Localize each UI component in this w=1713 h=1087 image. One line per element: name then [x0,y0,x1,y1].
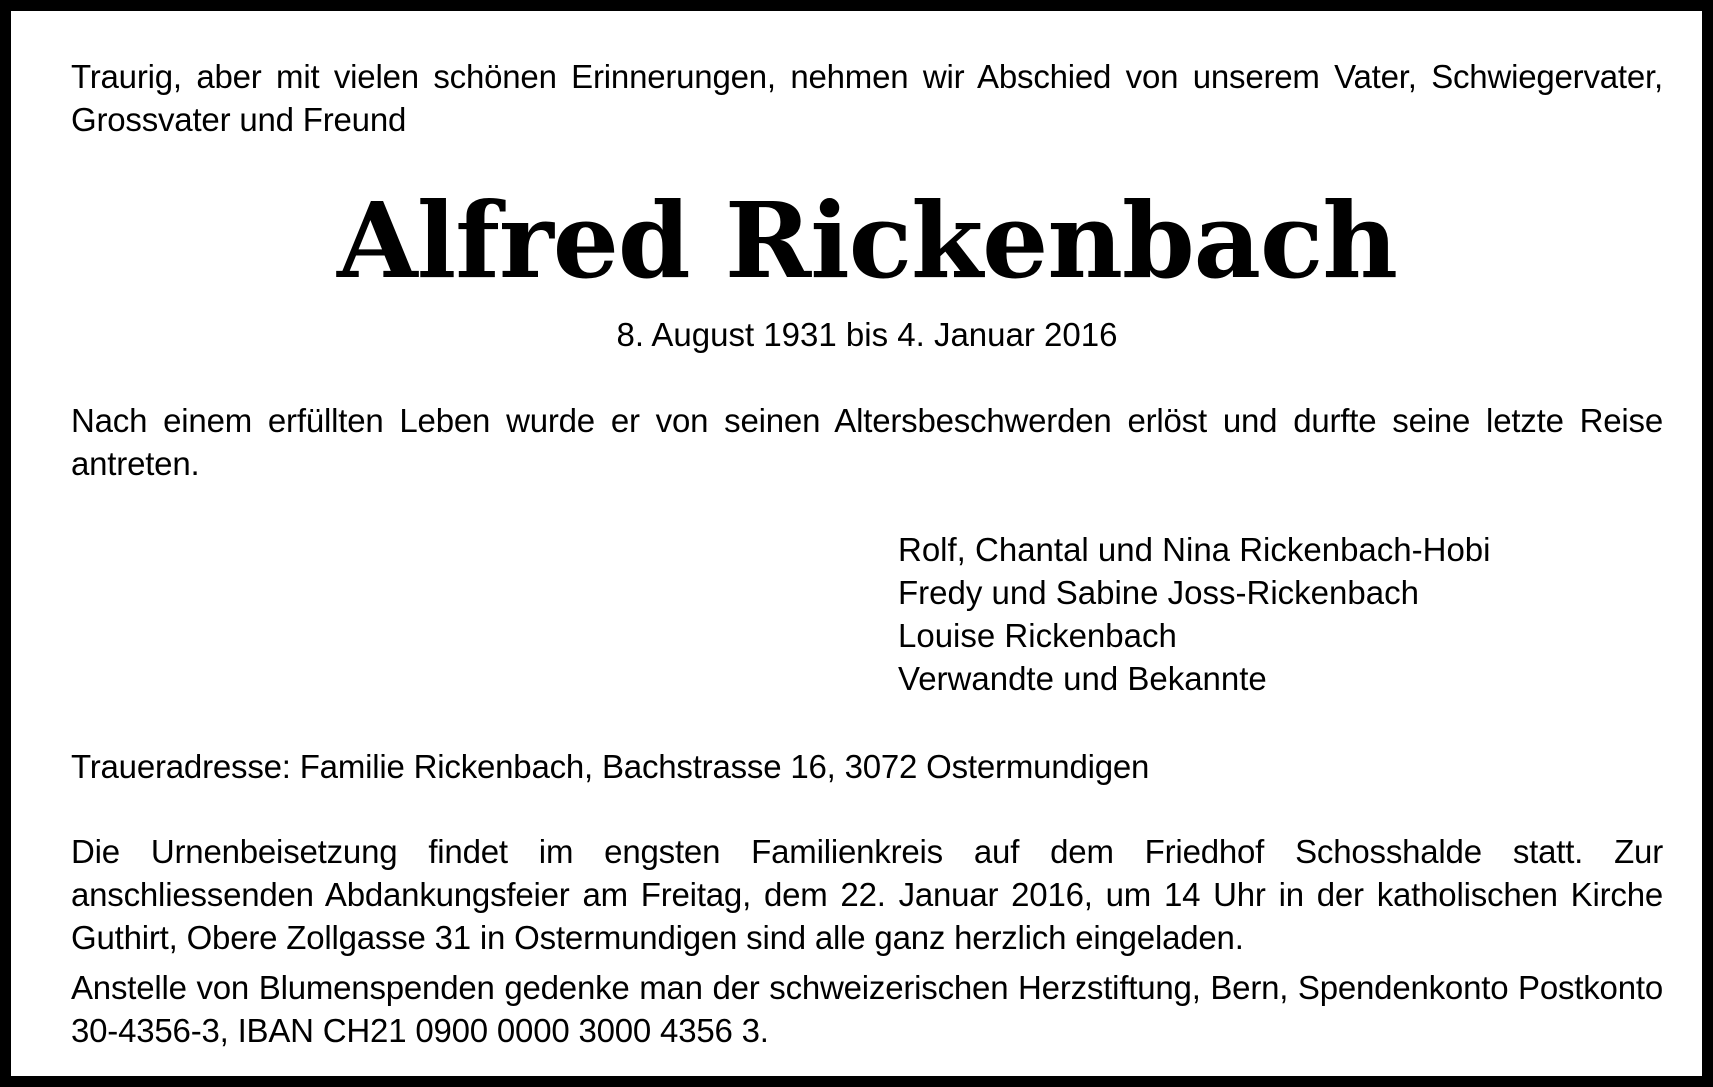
message-text: Nach einem erfüllten Leben wurde er von seinen Altersbeschwerden erlöst und durfte seine letzte Reise antreten. [71,402,1663,482]
intro-text: Traurig, aber mit vielen schönen Erinnerungen, nehmen wir Abschied von unserem Vater, Schwiegervater, Grossvater und Freund [71,58,1663,138]
life-dates: 8. August 1931 bis 4. Januar 2016 [616,316,1118,353]
mourner-line: Fredy und Sabine Joss-Rickenbach [898,574,1419,611]
mourners-list [898,528,1491,700]
ceremony-text: Die Urnenbeisetzung findet im engsten Familienkreis auf dem Friedhof Schosshalde statt. Zur anschliessenden Abdankungsfeier am Freitag, dem 22. Januar 2016, um 14 Uhr in der katholischen Kirche Guthirt, Obere Zollgasse 31 in Ostermundigen sind alle ganz herzlich eingeladen. [71,833,1663,956]
donations-text: Anstelle von Blumenspenden gedenke man der schweizerischen Herzstiftung, Bern, Spendenkonto Postkonto 30-4356-3, IBAN CH21 0900 0000 3000 4356 3. [71,969,1663,1049]
mourner-line: Rolf, Chantal und Nina Rickenbach-Hobi [898,531,1491,568]
deceased-name: Alfred Rickenbach [337,179,1397,302]
mourner-line: Verwandte und Bekannte [898,660,1267,697]
mourning-address: Traueradresse: Familie Rickenbach, Bachstrasse 16, 3072 Ostermundigen [71,748,1150,785]
mourner-line: Louise Rickenbach [898,617,1177,654]
